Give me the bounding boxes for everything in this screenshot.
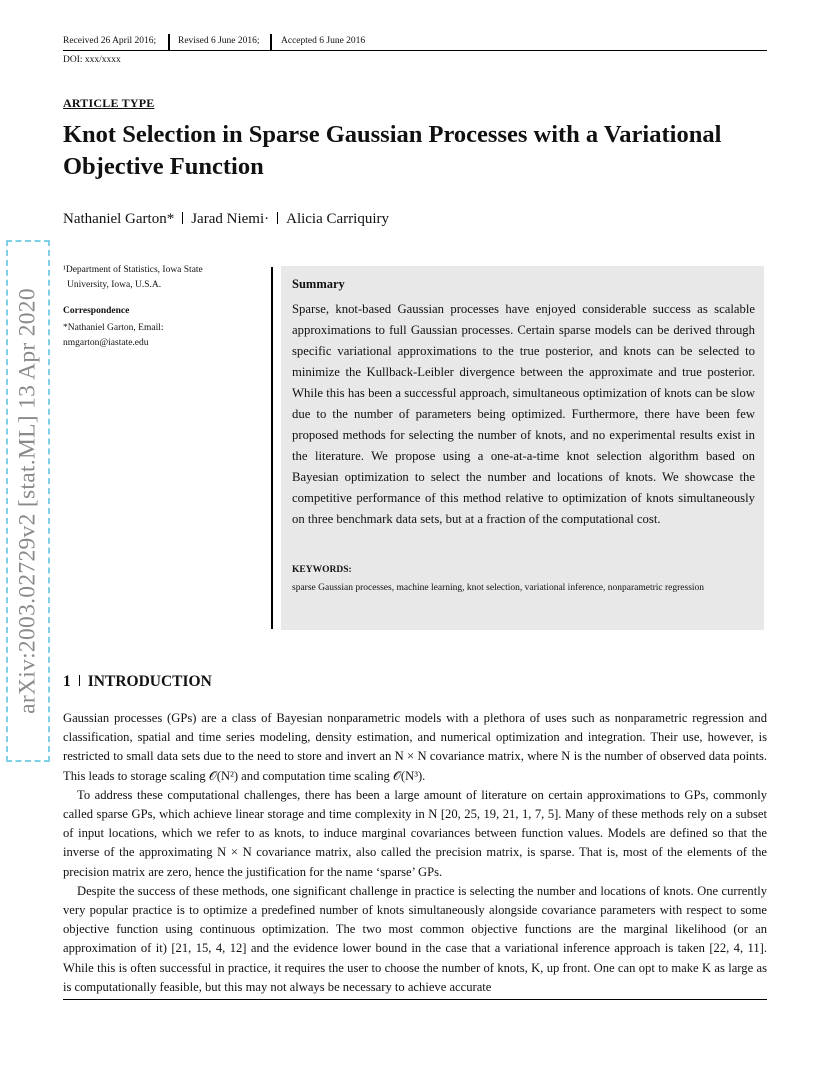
affiliation-line-2: University, Iowa, U.S.A. [67, 280, 162, 290]
paper-title: Knot Selection in Sparse Gaussian Processes with a Variational Objective Function [63, 121, 722, 180]
section-heading [63, 673, 212, 691]
revised-date: Revised 6 June 2016; [178, 36, 260, 46]
doi: DOI: xxx/xxxx [63, 55, 121, 65]
article-type: ARTICLE TYPE [63, 96, 155, 110]
summary-text: Sparse, knot-based Gaussian processes have enjoyed considerable success as scalable approximations to full Gaussian processes. Certain sparse models can be derived through specific variational approximations to the true posterior, and knots can be selected to minimize the Kullback-Leibler divergence between the approximate and true posterior. While this has been a successful approach, simultaneous optimization of knots can be slow due to the number of parameters being optimized. Furthermore, there have been few proposed methods for selecting the number of knots, and no experimental results exist in the literature. We propose using a one-at-a-time knot selection algorithm based on Bayesian optimization to select the number and locations of knots. We showcase the competitive performance of this method relative to optimization of knots simultaneously on three benchmark data sets, but at a fraction of the computational cost. [292, 302, 755, 526]
author-3: Alicia Carriquiry [286, 211, 389, 227]
accepted-date: Accepted 6 June 2016 [281, 36, 366, 46]
paragraph-2: To address these computational challenges, there has been a large amount of literature on certain approximations to GPs, commonly called sparse GPs, which achieve linear storage and time complexity in N [20, 25, 19, 21, 1, 7, 5]. Many of these methods rely on a subset of input locations, which we refer to as knots, to induce marginal covariances between function values. Models are defined so that the inverse of the approximating N × N covariance matrix, also called the precision matrix, is sparse. That is, most of the elements of the precision matrix are zero, hence the justification for the name ‘sparse’ GPs. [63, 787, 767, 879]
correspondence-name: *Nathaniel Garton, Email: [63, 323, 164, 333]
introduction-body [63, 709, 767, 997]
arxiv-stamp [6, 240, 50, 762]
paragraph-3: Despite the success of these methods, one significant challenge in practice is selecting the number and locations of knots. One currently very popular practice is to optimize a predefined number of knots simultaneously alongside covariance parameters with respect to some objective function using continuous optimization. The two most common objective functions are the marginal likelihood (or an approximation of it) [21, 15, 4, 12] and the evidence lower bound in the case that a variational inference approach is taken [22, 4, 11]. While this is often successful in practice, it requires the user to choose the number of knots, K, up front. One can opt to make K as large as is computationally feasible, but this may not always be necessary to achieve accurate [63, 883, 767, 994]
header-divider [168, 34, 170, 51]
affiliation [63, 263, 263, 293]
header-divider [270, 34, 272, 51]
section-number: 1 [63, 673, 71, 690]
section-divider [79, 675, 80, 686]
correspondence-body [63, 321, 263, 351]
summary-divider [271, 267, 273, 629]
received-date: Received 26 April 2016; [63, 36, 157, 46]
affiliation-line-1: ¹Department of Statistics, Iowa State [63, 265, 203, 275]
author-divider [182, 212, 183, 224]
correspondence-heading: Correspondence [63, 306, 130, 316]
section-title: INTRODUCTION [87, 673, 212, 690]
paragraph-1: Gaussian processes (GPs) are a class of Bayesian nonparametric models with a plethora of uses such as nonparametric regression and classification, spatial and time series modeling, density estimation, and numerical optimization and integration. Their use, however, is restricted to small data sets due to the need to store and invert an N × N covariance matrix, where N is the number of observed data points. This leads to storage scaling 𝒪(N²) and computation time scaling 𝒪(N³). [63, 711, 767, 783]
author-divider [277, 212, 278, 224]
author-list [63, 211, 389, 228]
keywords-heading: KEYWORDS: [292, 565, 352, 575]
header-rule [63, 50, 767, 51]
keywords-text: sparse Gaussian processes, machine learning, knot selection, variational inference, nonparametric regression [292, 583, 705, 593]
arxiv-stamp-text: arXiv:2003.02729v2 [stat.ML] 13 Apr 2020 [14, 288, 41, 714]
summary-heading: Summary [292, 277, 345, 291]
footer-rule [63, 999, 767, 1000]
author-1: Nathaniel Garton* [63, 211, 175, 227]
author-2: Jarad Niemi· [191, 211, 270, 227]
correspondence-email: nmgarton@iastate.edu [63, 338, 149, 348]
